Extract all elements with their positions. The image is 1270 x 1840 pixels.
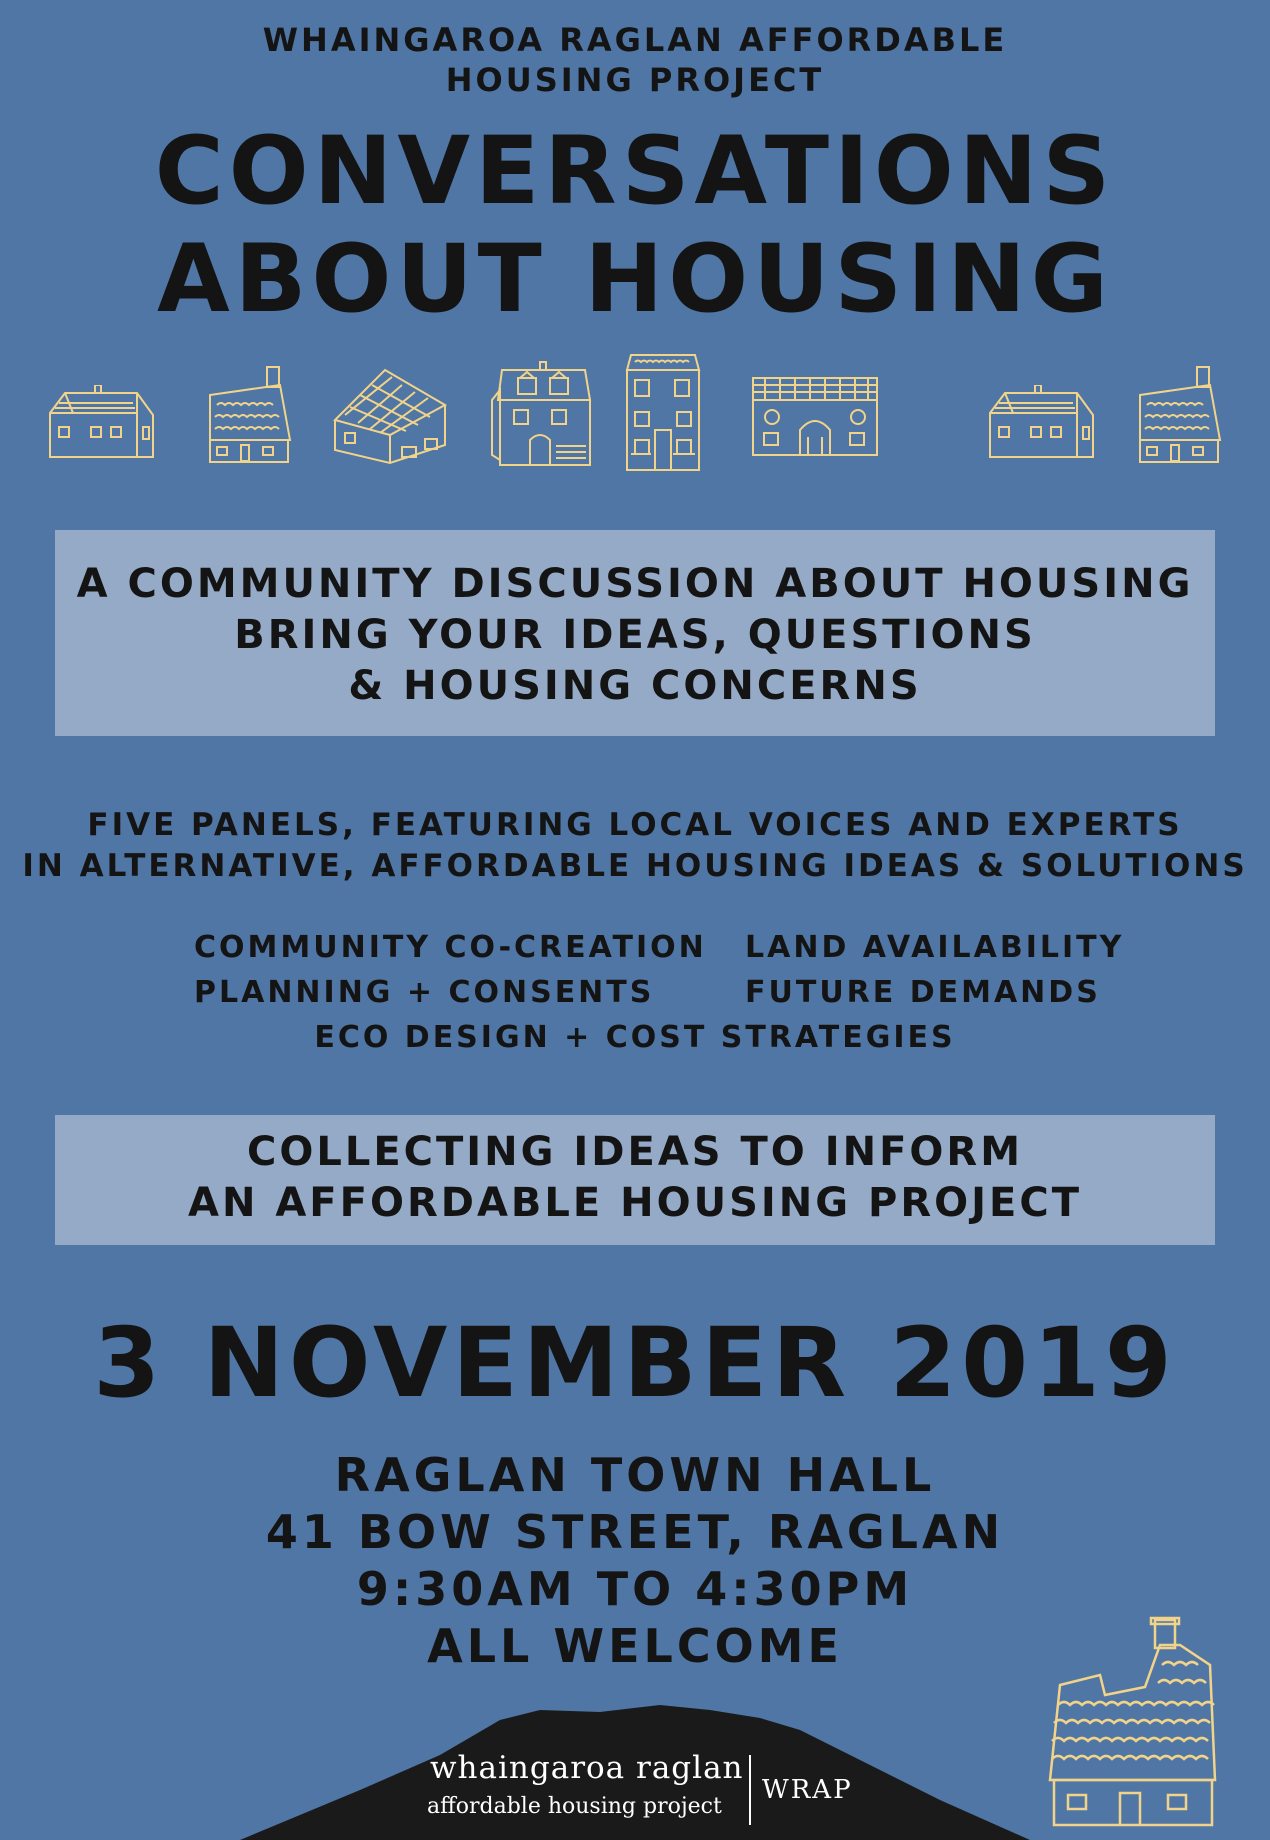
cottage-icon xyxy=(1040,1615,1220,1834)
org-title-line-1: WHAINGAROA RAGLAN AFFORDABLE xyxy=(262,21,1008,59)
logo-sub-text: affordable housing project xyxy=(427,1794,722,1819)
organisation-title xyxy=(0,20,1270,100)
topic-community-co-creation: COMMUNITY CO-CREATION xyxy=(194,930,707,965)
panels-intro-line-2: IN ALTERNATIVE, AFFORDABLE HOUSING IDEAS & SOLUTIONS xyxy=(22,848,1248,884)
main-title-line-2: ABOUT HOUSING xyxy=(157,225,1113,334)
gable-house-icon xyxy=(330,365,450,465)
main-title xyxy=(0,118,1270,334)
event-time: 9:30AM TO 4:30PM xyxy=(356,1562,914,1616)
logo-acronym: WRAP xyxy=(762,1775,853,1805)
event-date: 3 NOVEMBER 2019 xyxy=(93,1307,1177,1419)
org-title-line-2: HOUSING PROJECT xyxy=(445,61,825,99)
topic-eco-design: ECO DESIGN + COST STRATEGIES xyxy=(314,1020,956,1055)
panels-intro-line-1: FIVE PANELS, FEATURING LOCAL VOICES AND EXPERTS xyxy=(87,807,1183,843)
topic-land-availability: LAND AVAILABILITY xyxy=(745,930,1125,965)
cottage-icon xyxy=(205,365,295,465)
venue-address: 41 BOW STREET, RAGLAN xyxy=(265,1505,1005,1559)
community-line-1: A COMMUNITY DISCUSSION ABOUT HOUSING xyxy=(76,561,1194,607)
villa-icon xyxy=(490,360,595,470)
community-line-3: & HOUSING CONCERNS xyxy=(348,663,922,709)
community-line-2: BRING YOUR IDEAS, QUESTIONS xyxy=(234,612,1036,658)
collecting-ideas-panel xyxy=(55,1115,1215,1245)
topic-future-demands: FUTURE DEMANDS xyxy=(745,975,1101,1010)
venue-name: RAGLAN TOWN HALL xyxy=(334,1448,936,1502)
community-discussion-panel xyxy=(55,530,1215,736)
collecting-line-1: COLLECTING IDEAS TO INFORM xyxy=(246,1129,1024,1175)
house-illustration-row xyxy=(40,360,1230,490)
logo-main-text: whaingaroa raglan xyxy=(430,1750,744,1786)
logo-divider xyxy=(749,1755,751,1825)
house-icon xyxy=(45,385,157,465)
cottage-icon xyxy=(1135,365,1225,465)
panels-intro xyxy=(0,805,1270,887)
main-title-line-1: CONVERSATIONS xyxy=(154,117,1116,226)
topic-planning-consents: PLANNING + CONSENTS xyxy=(194,975,655,1010)
house-icon xyxy=(985,385,1097,465)
terrace-house-icon xyxy=(750,375,880,460)
collecting-line-2: AN AFFORDABLE HOUSING PROJECT xyxy=(187,1180,1082,1226)
event-note: ALL WELCOME xyxy=(427,1619,843,1673)
townhouse-icon xyxy=(623,350,703,475)
